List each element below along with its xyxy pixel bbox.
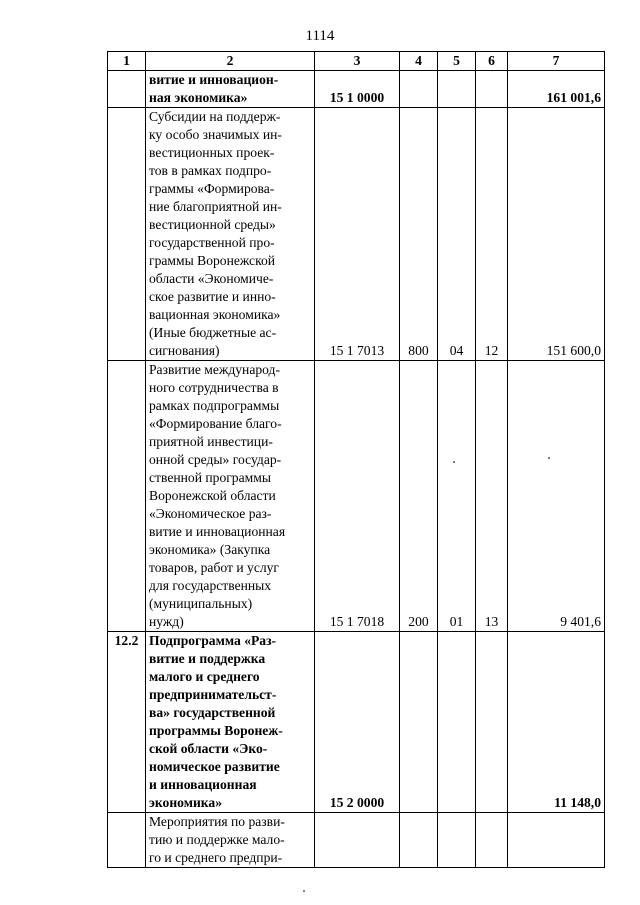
item-name-line: (Иные бюджетные ас- [149,325,277,340]
table-row [108,361,605,632]
expense-type-cell: 800 [400,108,438,361]
section-cell [438,632,476,813]
expense-type-cell [400,632,438,813]
item-name-line: ная экономика» [149,90,248,105]
amount-cell: 151 600,0 [508,108,605,361]
expense-type-cell [400,813,438,868]
item-name-line: ское развитие и инно- [149,289,276,304]
item-name-line: сигнования) [149,343,220,358]
subsection-cell: 13 [476,361,508,632]
amount-cell [508,813,605,868]
item-name-line: тию и поддержке мало- [149,832,285,847]
column-header-3: 3 [315,52,400,71]
column-header-1: 1 [108,52,146,71]
target-code-cell: 15 1 0000 [315,71,400,108]
subsection-cell [476,71,508,108]
item-name-line: вационная экономика» [149,307,281,322]
header-row [108,52,605,71]
budget-table [107,51,605,868]
row-number-cell [108,71,146,108]
item-name-line: витие и инновационная [149,524,286,539]
target-code-cell [315,813,400,868]
row-number-cell: 12.2 [108,632,146,813]
target-code-cell: 15 1 7013 [315,108,400,361]
item-name-line: ние благоприятной ин- [149,199,282,214]
item-name-cell [146,632,315,813]
item-name-line: ской области «Эко- [149,741,268,756]
table-row [108,813,605,868]
item-name-line: витие и поддержка [149,651,266,666]
section-cell: 01 [438,361,476,632]
item-name-line: Подпрограмма «Раз- [149,633,277,648]
item-name-line: номическое развитие [149,759,280,774]
item-name-line: граммы «Формирова- [149,181,275,196]
item-name-line: области «Экономиче- [149,271,274,286]
target-code-cell: 15 1 7018 [315,361,400,632]
section-cell: 04 [438,108,476,361]
item-name-line: рамках подпрограммы [149,398,280,413]
subsection-cell: 12 [476,108,508,361]
row-number-cell [108,361,146,632]
item-name-line: приятной инвестици- [149,434,273,449]
expense-type-cell [400,71,438,108]
section-cell [438,813,476,868]
item-name-line: и инновационная [149,777,257,792]
amount-cell: 161 001,6 [508,71,605,108]
amount-cell: 11 148,0 [508,632,605,813]
item-name-line: онной среды» государ- [149,452,282,467]
expense-type-cell: 200 [400,361,438,632]
item-name-line: экономика» [149,795,223,810]
item-name-line: «Формирование благо- [149,416,282,431]
item-name-line: малого и среднего [149,669,260,684]
row-number-cell [108,813,146,868]
item-name-line: ственной программы [149,470,271,485]
table-row [108,632,605,813]
column-header-6: 6 [476,52,508,71]
item-name-line: вестиционной среды» [149,217,276,232]
item-name-line: для государственных [149,578,272,593]
column-header-5: 5 [438,52,476,71]
item-name-line: программы Воронеж- [149,723,283,738]
item-name-line: нужд) [149,614,184,629]
subsection-cell [476,632,508,813]
item-name-cell [146,361,315,632]
item-name-line: граммы Воронежской [149,253,276,268]
table-row [108,71,605,108]
amount-cell: 9 401,6 [508,361,605,632]
table-row [108,108,605,361]
item-name-line: вестиционных проек- [149,145,275,160]
scan-speck [453,461,455,463]
item-name-line: Развитие международ- [149,362,280,377]
subsection-cell [476,813,508,868]
column-header-2: 2 [146,52,315,71]
item-name-line: предпринимательст- [149,687,277,702]
scan-speck [303,890,305,892]
item-name-line: Воронежской области [149,488,276,503]
section-cell [438,71,476,108]
item-name-cell [146,813,315,868]
item-name-line: ку особо значимых ин- [149,127,282,142]
item-name-line: го и среднего предпри- [149,850,283,865]
page-number: 1114 [305,28,335,44]
item-name-line: экономика» (Закупка [149,542,271,557]
item-name-line: витие и инновацион- [149,72,279,87]
column-header-7: 7 [508,52,605,71]
item-name-line: ного сотрудничества в [149,380,279,395]
item-name-line: ва» государственной [149,705,276,720]
item-name-line: Мероприятия по разви- [149,814,285,829]
item-name-cell [146,108,315,361]
item-name-line: тов в рамках подпро- [149,163,272,178]
item-name-cell [146,71,315,108]
scan-speck [548,457,550,459]
row-number-cell [108,108,146,361]
item-name-line: Субсидии на поддерж- [149,109,281,124]
item-name-line: «Экономическое раз- [149,506,272,521]
column-header-4: 4 [400,52,438,71]
item-name-line: государственной про- [149,235,275,250]
target-code-cell: 15 2 0000 [315,632,400,813]
item-name-line: товаров, работ и услуг [149,560,280,575]
item-name-line: (муниципальных) [149,596,253,611]
